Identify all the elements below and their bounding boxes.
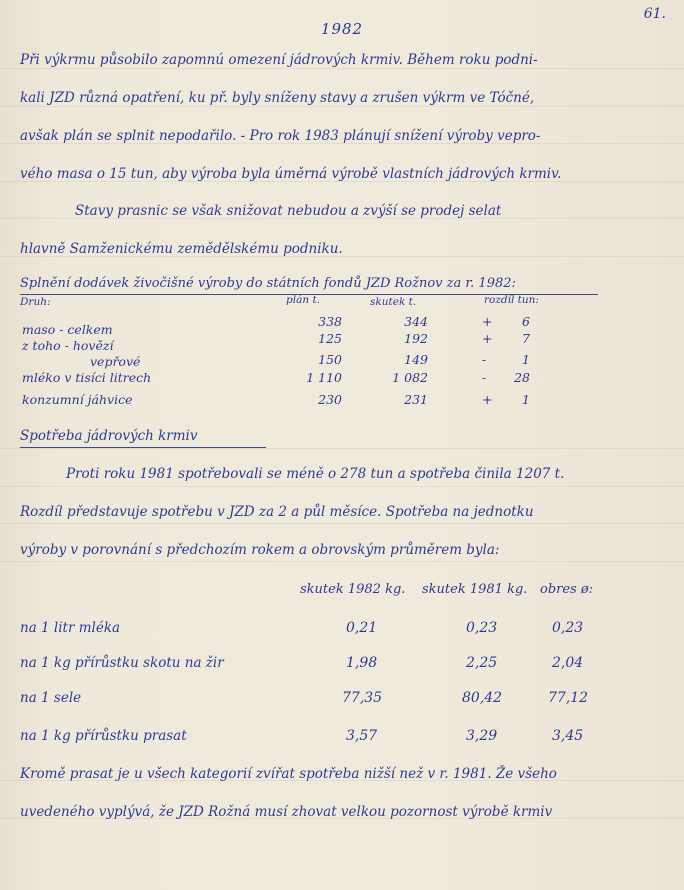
paragraph-3-line: výroby v porovnání s předchozím rokem a obrovským průměrem byla:	[20, 542, 500, 558]
paragraph-2-line: hlavně Samženickému zemědělskému podniku.	[20, 241, 343, 257]
table-1-row-skutek: 192	[404, 331, 428, 346]
table-2-row-label: na 1 kg přírůstku prasat	[20, 728, 187, 744]
table-2-row-1981: 2,25	[466, 655, 498, 671]
table-1-header-rozdil: rozdíl tun:	[484, 294, 539, 306]
table-1-row-plan: 230	[318, 392, 342, 407]
table-1-row-diff: 1	[522, 352, 530, 367]
table-1-row-sign: -	[482, 370, 487, 385]
year-heading: 1982	[320, 20, 364, 38]
paragraph-3-line: Proti roku 1981 spotřebovali se méně o 278 tun a spotřeba činila 1207 t.	[66, 466, 565, 482]
paragraph-4-line: uvedeného vyplývá, že JZD Rožná musí zhovat velkou pozornost výrobě krmiv	[20, 804, 553, 820]
paragraph-3-line: Rozdíl představuje spotřebu v JZD za 2 a půl měsíce. Spotřeba na jednotku	[20, 504, 534, 520]
table-2-row-avg: 77,12	[548, 690, 589, 706]
table-1-header-druh: Druh:	[20, 296, 51, 308]
table-2-row-1981: 3,29	[466, 728, 498, 744]
table-1-title: Splnění dodávek živočišné výroby do státních fondů JZD Rožnov za r. 1982:	[20, 276, 516, 291]
paragraph-4-line: Kromě prasat je u všech kategorií zvířat spotřeba nižší než v r. 1981. Že všeho	[20, 766, 557, 782]
table-1-row-label: vepřové	[90, 354, 141, 369]
table-2-header-avg: obres ø:	[540, 582, 594, 597]
paragraph-2-line: Stavy prasnic se však snižovat nebudou a zvýší se prodej selat	[75, 203, 502, 219]
table-1-row-sign: -	[482, 352, 487, 367]
table-1-row-diff: 28	[514, 370, 530, 385]
table-1-row-label: konzumní jáhvice	[22, 392, 133, 407]
paragraph-1-line: kali JZD různá opatření, ku př. byly sníženy stavy a zrušen výkrm ve Tóčné,	[20, 90, 535, 106]
table-2-row-1981: 0,23	[466, 620, 498, 636]
table-2-row-avg: 2,04	[552, 655, 584, 671]
paragraph-1-line: vého masa o 15 tun, aby výroba byla úměrná výrobě vlastních jádrových krmiv.	[20, 166, 562, 182]
table-1-row-sign: +	[482, 392, 493, 407]
table-1-row-skutek: 1 082	[392, 370, 428, 385]
table-1-row-plan: 338	[318, 314, 342, 329]
table-2-row-label: na 1 sele	[20, 690, 82, 706]
table-1-row-label: maso - celkem	[22, 322, 113, 337]
table-1-row-skutek: 344	[404, 314, 428, 329]
table-1-row-diff: 6	[522, 314, 530, 329]
section-2-title: Spotřeba jádrových krmiv	[20, 428, 198, 444]
table-2-row-1982: 1,98	[346, 655, 378, 671]
paragraph-1-line: Při výkrmu působilo zapomnú omezení jádrových krmiv. Během roku podni-	[20, 52, 538, 68]
table-1-header-skutek: skutek t.	[370, 296, 417, 308]
page-number: 61.	[643, 6, 666, 22]
table-1-row-diff: 7	[522, 331, 530, 346]
table-1-row-diff: 1	[522, 392, 530, 407]
table-2-row-avg: 3,45	[552, 728, 584, 744]
table-2-row-1982: 3,57	[346, 728, 378, 744]
table-1-row-sign: +	[482, 314, 493, 329]
table-1-row-plan: 125	[318, 331, 342, 346]
table-1-row-label: mléko v tisíci litrech	[22, 370, 152, 385]
table-2-row-label: na 1 litr mléka	[20, 620, 121, 636]
table-1-header-plan: plán t.	[286, 294, 320, 306]
table-2-header-1982: skutek 1982 kg.	[300, 582, 406, 597]
paragraph-1-line: avšak plán se splnit nepodařilo. - Pro rok 1983 plánují snížení výroby vepro-	[20, 128, 541, 144]
table-1-row-sign: +	[482, 331, 493, 346]
table-1-row-skutek: 149	[404, 352, 428, 367]
table-2-row-1981: 80,42	[462, 690, 503, 706]
table-1-row-label: z toho - hovězí	[22, 338, 114, 353]
table-1-row-skutek: 231	[404, 392, 428, 407]
table-1-row-plan: 1 110	[306, 370, 342, 385]
table-1-row-plan: 150	[318, 352, 342, 367]
table-2-row-avg: 0,23	[552, 620, 584, 636]
table-2-row-1982: 0,21	[346, 620, 378, 636]
table-2-row-1982: 77,35	[342, 690, 383, 706]
section-2-title-underline	[20, 447, 266, 448]
table-2-header-1981: skutek 1981 kg.	[422, 582, 528, 597]
table-2-row-label: na 1 kg přírůstku skotu na žir	[20, 655, 224, 671]
